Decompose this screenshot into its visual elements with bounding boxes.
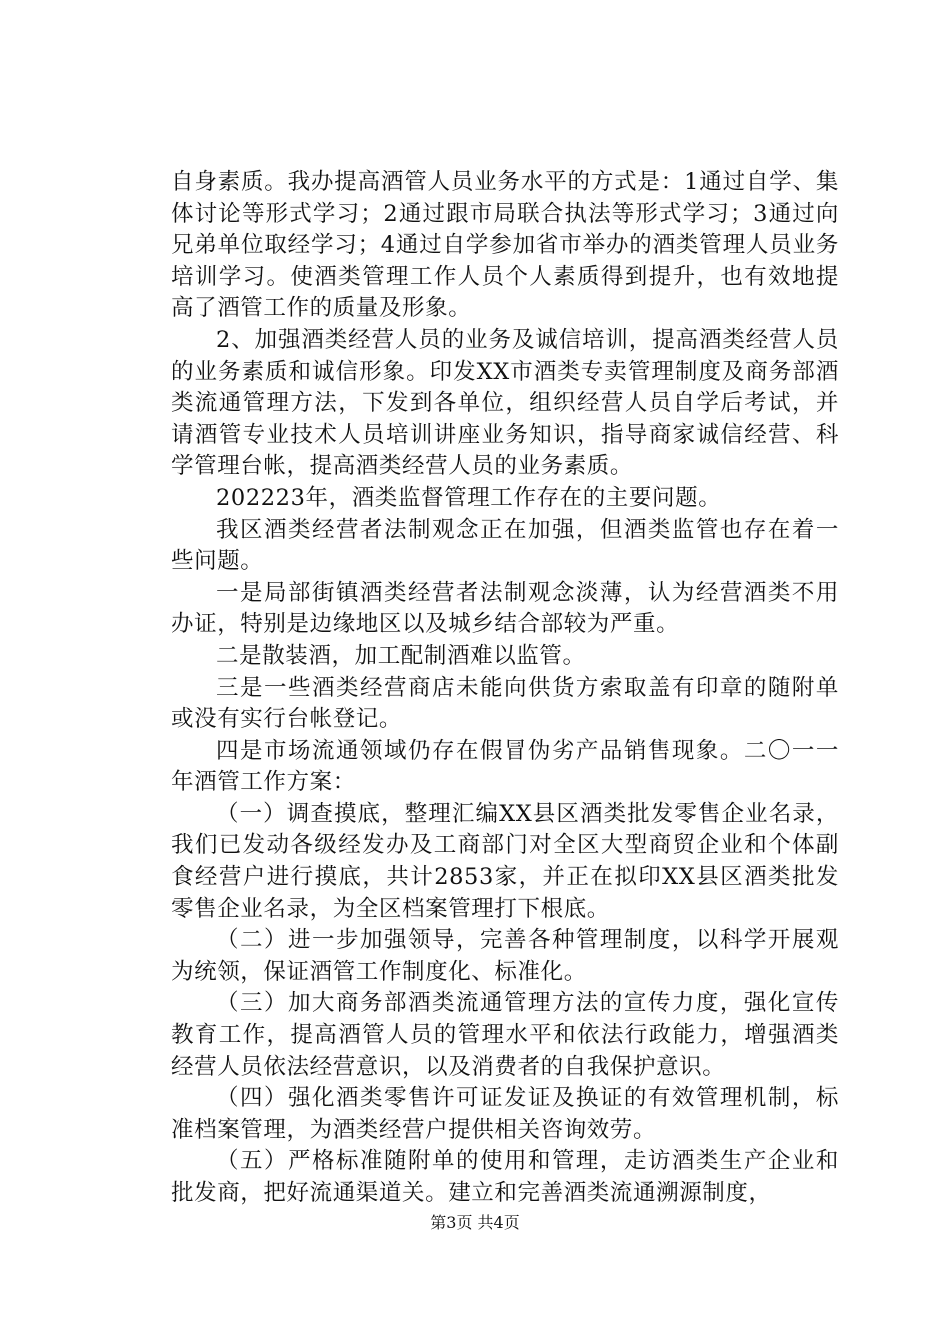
page-number-footer: 第3页 共4页 xyxy=(430,1213,520,1232)
paragraph-problem-4: 四是市场流通领域仍存在假冒伪劣产品销售现象。二〇一一年酒管工作方案： xyxy=(171,737,839,796)
paragraph-plan-1: （一）调查摸底，整理汇编XX县区酒类批发零售企业名录，我们已发动各级经发办及工商部门对全区大型商贸企业和个体副食经营户进行摸底，共计2853家，并正在拟印XX县区酒类批发零售企业名录，为全区档案管理打下根底。 xyxy=(171,800,839,922)
paragraph-plan-2: （二）进一步加强领导，完善各种管理制度，以科学开展观为统领，保证酒管工作制度化、标准化。 xyxy=(171,927,839,985)
paragraph-problem-2: 二是散装酒，加工配制酒难以监管。 xyxy=(216,642,586,669)
paragraph-problem-3: 三是一些酒类经营商店未能向供货方索取盖有印章的随附单或没有实行台帐登记。 xyxy=(171,674,839,733)
document-body xyxy=(171,167,839,1210)
paragraph-plan-5: （五）严格标准随附单的使用和管理，走访酒类生产企业和批发商，把好流通渠道关。建立和完善酒类流通溯源制度， xyxy=(171,1148,839,1206)
paragraph-plan-4: （四）强化酒类零售许可证发证及换证的有效管理机制，标准档案管理，为酒类经营户提供相关咨询效劳。 xyxy=(171,1085,839,1143)
paragraph-problem-1: 一是局部街镇酒类经营者法制观念淡薄，认为经营酒类不用办证，特别是边缘地区以及城乡结合部较为严重。 xyxy=(171,579,839,638)
paragraph-item-2: 2、加强酒类经营人员的业务及诚信培训，提高酒类经营人员的业务素质和诚信形象。印发XX市酒类专卖管理制度及商务部酒类流通管理方法，下发到各单位，组织经营人员自学后考试，并请酒管专业技术人员培训讲座业务知识，指导商家诚信经营、科学管理台帐，提高酒类经营人员的业务素质。 xyxy=(171,326,839,480)
paragraph-continuation: 自身素质。我办提高酒管人员业务水平的方式是：1通过自学、集体讨论等形式学习；2通过跟市局联合执法等形式学习；3通过向兄弟单位取经学习；4通过自学参加省市举办的酒类管理人员业务培训学习。使酒类管理工作人员个人素质得到提升，也有效地提高了酒管工作的质量及形象。 xyxy=(171,169,839,322)
paragraph-plan-3: （三）加大商务部酒类流通管理方法的宣传力度，强化宣传教育工作，提高酒管人员的管理水平和依法行政能力，增强酒类经营人员依法经营意识，以及消费者的自我保护意识。 xyxy=(171,990,839,1080)
paragraph-problems-heading: 202223年，酒类监督管理工作存在的主要问题。 xyxy=(216,484,722,511)
paragraph-problems-intro: 我区酒类经营者法制观念正在加强，但酒类监管也存在着一些问题。 xyxy=(171,516,839,575)
